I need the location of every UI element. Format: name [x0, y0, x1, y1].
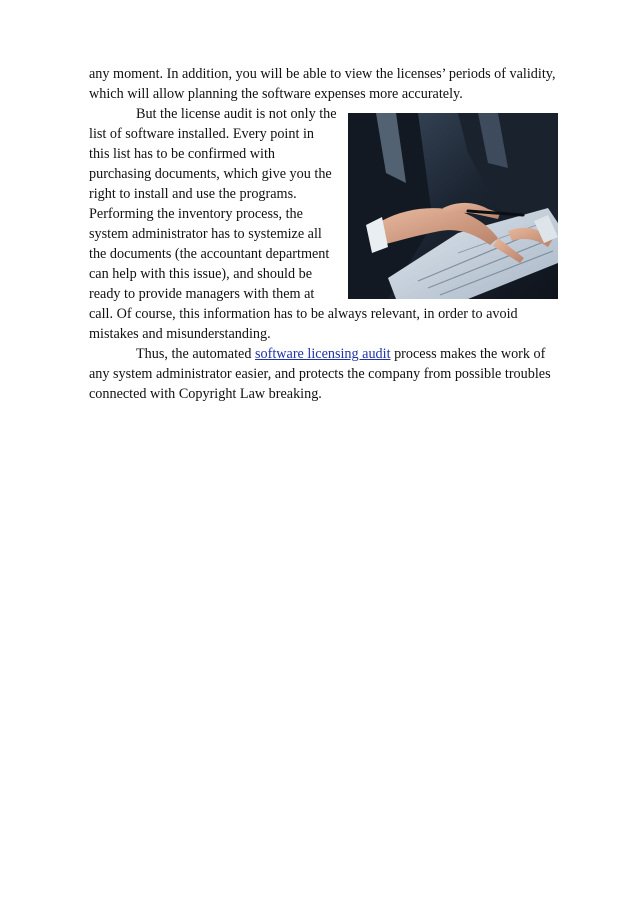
business-photo — [348, 113, 558, 299]
text-line: any system administrator easier, and protects the company from possible troubles — [89, 366, 551, 382]
text-line — [136, 344, 545, 364]
text-line: call. Of course, this information has to be always relevant, in order to avoid — [89, 306, 518, 322]
text-line: But the license audit is not only the — [136, 106, 337, 122]
text-line: ready to provide managers with them at — [89, 286, 315, 302]
text-line: mistakes and misunderstanding. — [89, 326, 271, 342]
software-licensing-audit-link[interactable]: software licensing audit — [255, 346, 391, 362]
text-line: system administrator has to systemize all — [89, 226, 322, 242]
text-line: purchasing documents, which give you the — [89, 166, 332, 182]
text-line: the documents (the accountant department — [89, 246, 330, 262]
text-line: list of software installed. Every point in — [89, 126, 314, 142]
photo-illustration — [348, 113, 558, 299]
text-line: which will allow planning the software expenses more accurately. — [89, 86, 463, 102]
text-line: Performing the inventory process, the — [89, 206, 303, 222]
text-line: can help with this issue), and should be — [89, 266, 313, 282]
text-run: process makes the work of — [390, 346, 546, 362]
text-line: this list has to be confirmed with — [89, 146, 275, 162]
text-line: connected with Copyright Law breaking. — [89, 386, 322, 402]
text-line: right to install and use the programs. — [89, 186, 297, 202]
text-line: any moment. In addition, you will be able to view the licenses’ periods of validity, — [89, 66, 556, 82]
text-run: Thus, the automated — [136, 346, 255, 362]
